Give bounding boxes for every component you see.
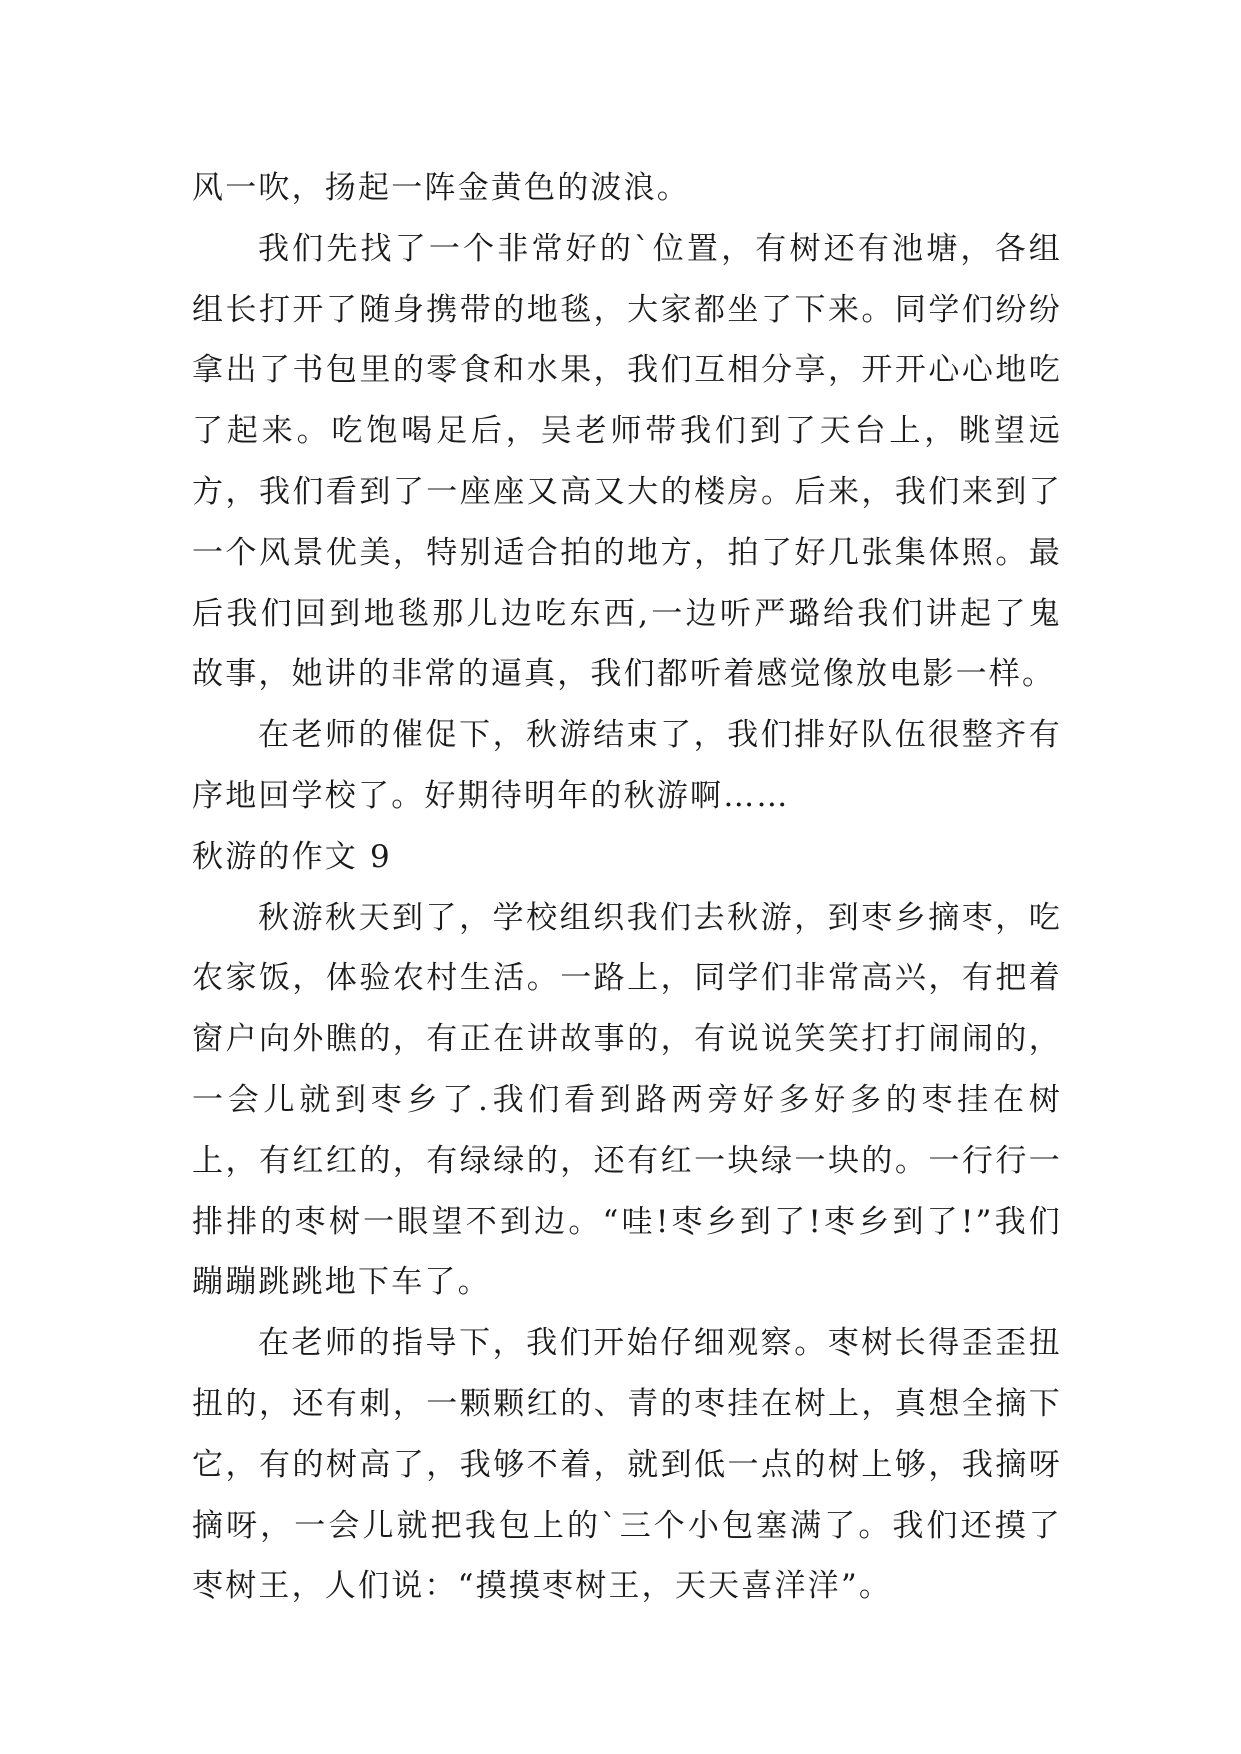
paragraph-5: 在老师的指导下，我们开始仔细观察。枣树长得歪歪扭扭的，还有刺，一颗颗红的、青的枣挂在树上，真想全摘下它，有的树高了，我够不着，就到低一点的树上够，我摘呀摘呀，一会儿就把我包上的`三个小包塞满了。我们还摸了枣树王，人们说：“摸摸枣树王，天天喜洋洋”。 bbox=[192, 1325, 1062, 1605]
paragraph-3: 在老师的催促下，秋游结束了，我们排好队伍很整齐有序地回学校了。好期待明年的秋游啊…… bbox=[192, 717, 1062, 814]
paragraph-2: 我们先找了一个非常好的`位置，有树还有池塘，各组组长打开了随身携带的地毯，大家都坐了下来。同学们纷纷拿出了书包里的零食和水果，我们互相分享，开开心心地吃了起来。吃饱喝足后，吴老师带我们到了天台上，眺望远方，我们看到了一座座又高又大的楼房。后来，我们来到了一个风景优美，特别适合拍的地方，拍了好几张集体照。最后我们回到地毯那儿边吃东西,一边听严璐给我们讲起了鬼故事，她讲的非常的逼真，我们都听着感觉像放电影一样。 bbox=[192, 230, 1062, 693]
paragraph-4: 秋游秋天到了，学校组织我们去秋游，到枣乡摘枣，吃农家饭，体验农村生活。一路上，同学们非常高兴，有把着窗户向外瞧的，有正在讲故事的，有说说笑笑打打闹闹的，一会儿就到枣乡了.我们看到路两旁好多好多的枣挂在树上，有红红的，有绿绿的，还有红一块绿一块的。一行行一排排的枣树一眼望不到边。“哇!枣乡到了!枣乡到了!”我们蹦蹦跳跳地下车了。 bbox=[192, 899, 1062, 1301]
section-title: 秋游的作文 9 bbox=[192, 838, 392, 875]
paragraph-1: 风一吹，扬起一阵金黄色的波浪。 bbox=[192, 170, 690, 206]
document-page bbox=[192, 158, 1062, 1617]
